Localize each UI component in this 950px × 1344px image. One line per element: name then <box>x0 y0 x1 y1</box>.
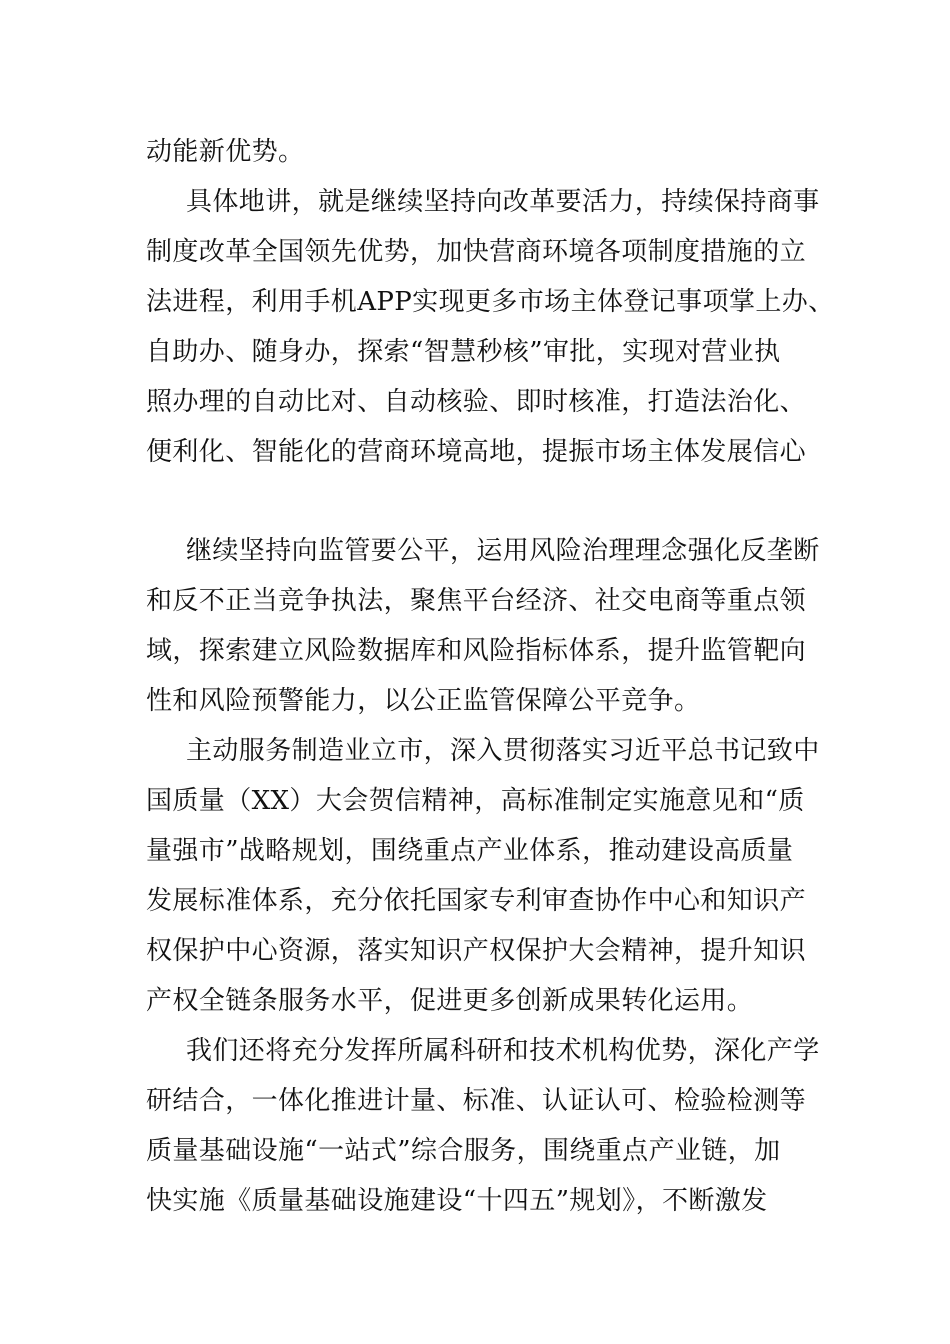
text-line: 域，探索建立风险数据库和风险指标体系，提升监管靶向 <box>146 636 807 666</box>
text-line: 制度改革全国领先优势，加快营商环境各项制度措施的立 <box>146 237 807 267</box>
text-line: 具体地讲，就是继续坚持向改革要活力，持续保持商事 <box>186 187 820 217</box>
text-line: 自助办、随身办，探索“智慧秒核”审批，实现对营业执 <box>146 337 781 367</box>
text-line: 继续坚持向监管要公平，运用风险治理理念强化反垄断 <box>186 536 820 566</box>
text-line: 权保护中心资源，落实知识产权保护大会精神，提升知识 <box>146 936 807 966</box>
text-line: 性和风险预警能力，以公正监管保障公平竞争。 <box>146 686 701 716</box>
text-line: 研结合，一体化推进计量、标准、认证认可、检验检测等 <box>146 1086 807 1116</box>
text-line: 快实施《质量基础设施建设“十四五”规划》，不断激发 <box>146 1186 768 1216</box>
text-line: 产权全链条服务水平，促进更多创新成果转化运用。 <box>146 986 754 1016</box>
text-line: 发展标准体系，充分依托国家专利审查协作中心和知识产 <box>146 886 807 916</box>
text-line: 和反不正当竞争执法，聚焦平台经济、社交电商等重点领 <box>146 586 807 616</box>
text-line: 便利化、智能化的营商环境高地，提振市场主体发展信心 <box>146 437 807 467</box>
text-line: 量强市”战略规划，围绕重点产业体系，推动建设高质量 <box>146 836 794 866</box>
text-line: 国质量（XX）大会贺信精神，高标准制定实施意见和“质 <box>146 786 805 816</box>
text-line: 动能新优势。 <box>146 137 305 167</box>
text-line: 法进程，利用手机APP实现更多市场主体登记事项掌上办、 <box>146 287 835 317</box>
text-line: 照办理的自动比对、自动核验、即时核准，打造法治化、 <box>146 387 807 417</box>
text-line: 我们还将充分发挥所属科研和技术机构优势，深化产学 <box>186 1036 820 1066</box>
text-line: 主动服务制造业立市，深入贯彻落实习近平总书记致中 <box>186 736 820 766</box>
text-line: 质量基础设施“一站式”综合服务，围绕重点产业链，加 <box>146 1136 781 1166</box>
